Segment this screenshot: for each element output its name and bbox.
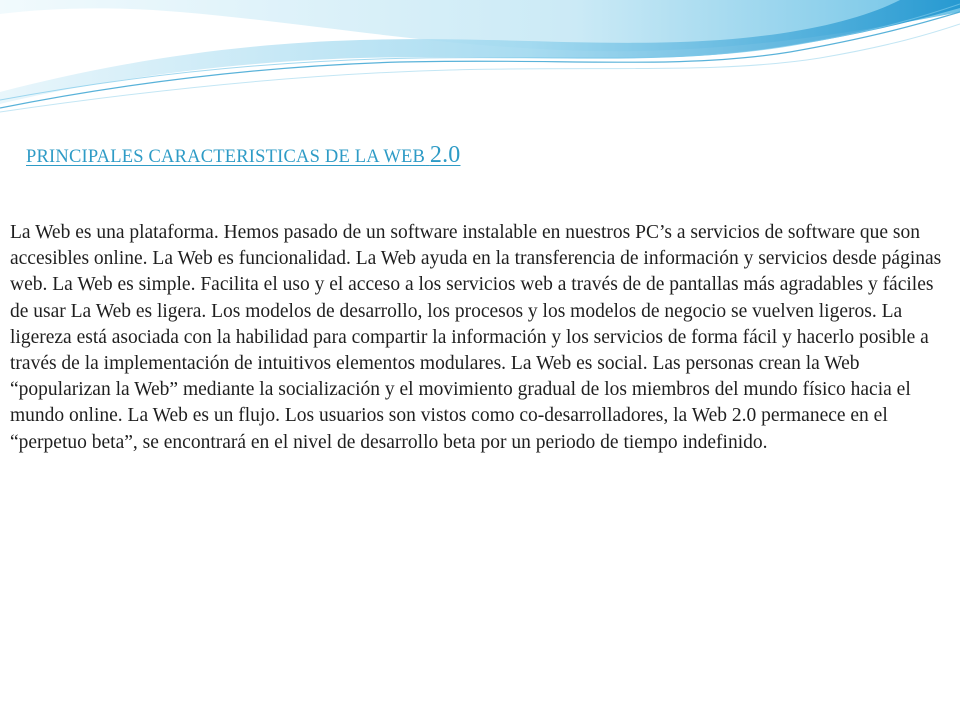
slide-title[interactable]	[26, 142, 460, 169]
slide-title-version: 2.0	[429, 142, 461, 168]
slide-title-main: PRINCIPALES CARACTERISTICAS DE LA WEB	[26, 147, 426, 167]
slide-body-text: La Web es una plataforma. Hemos pasado de un software instalable en nuestros PC’s a servicios de software que son accesibles online. La Web es funcionalidad. La Web ayuda en la transferencia de información y servicios desde páginas web. La Web es simple. Facilita el uso y el acceso a los servicios web a través de de pantallas más agradables y fáciles de usar La Web es ligera. Los modelos de desarrollo, los procesos y los modelos de negocio se vuelven ligeros. La ligereza está asociada con la habilidad para compartir la información y los servicios de forma fácil y hacerlo posible a través de la implementación de intuitivos elementos modulares. La Web es social. Las personas crean la Web “popularizan la Web” mediante la socialización y el movimiento gradual de los miembros del mundo físico hacia el mundo online. La Web es un flujo. Los usuarios son vistos como co-desarrolladores, la Web 2.0 permanece en el “perpetuo beta”, se encontrará en el nivel de desarrollo beta por un periodo de tiempo indefinido.	[10, 222, 942, 453]
header-wave-decoration	[0, 0, 960, 120]
